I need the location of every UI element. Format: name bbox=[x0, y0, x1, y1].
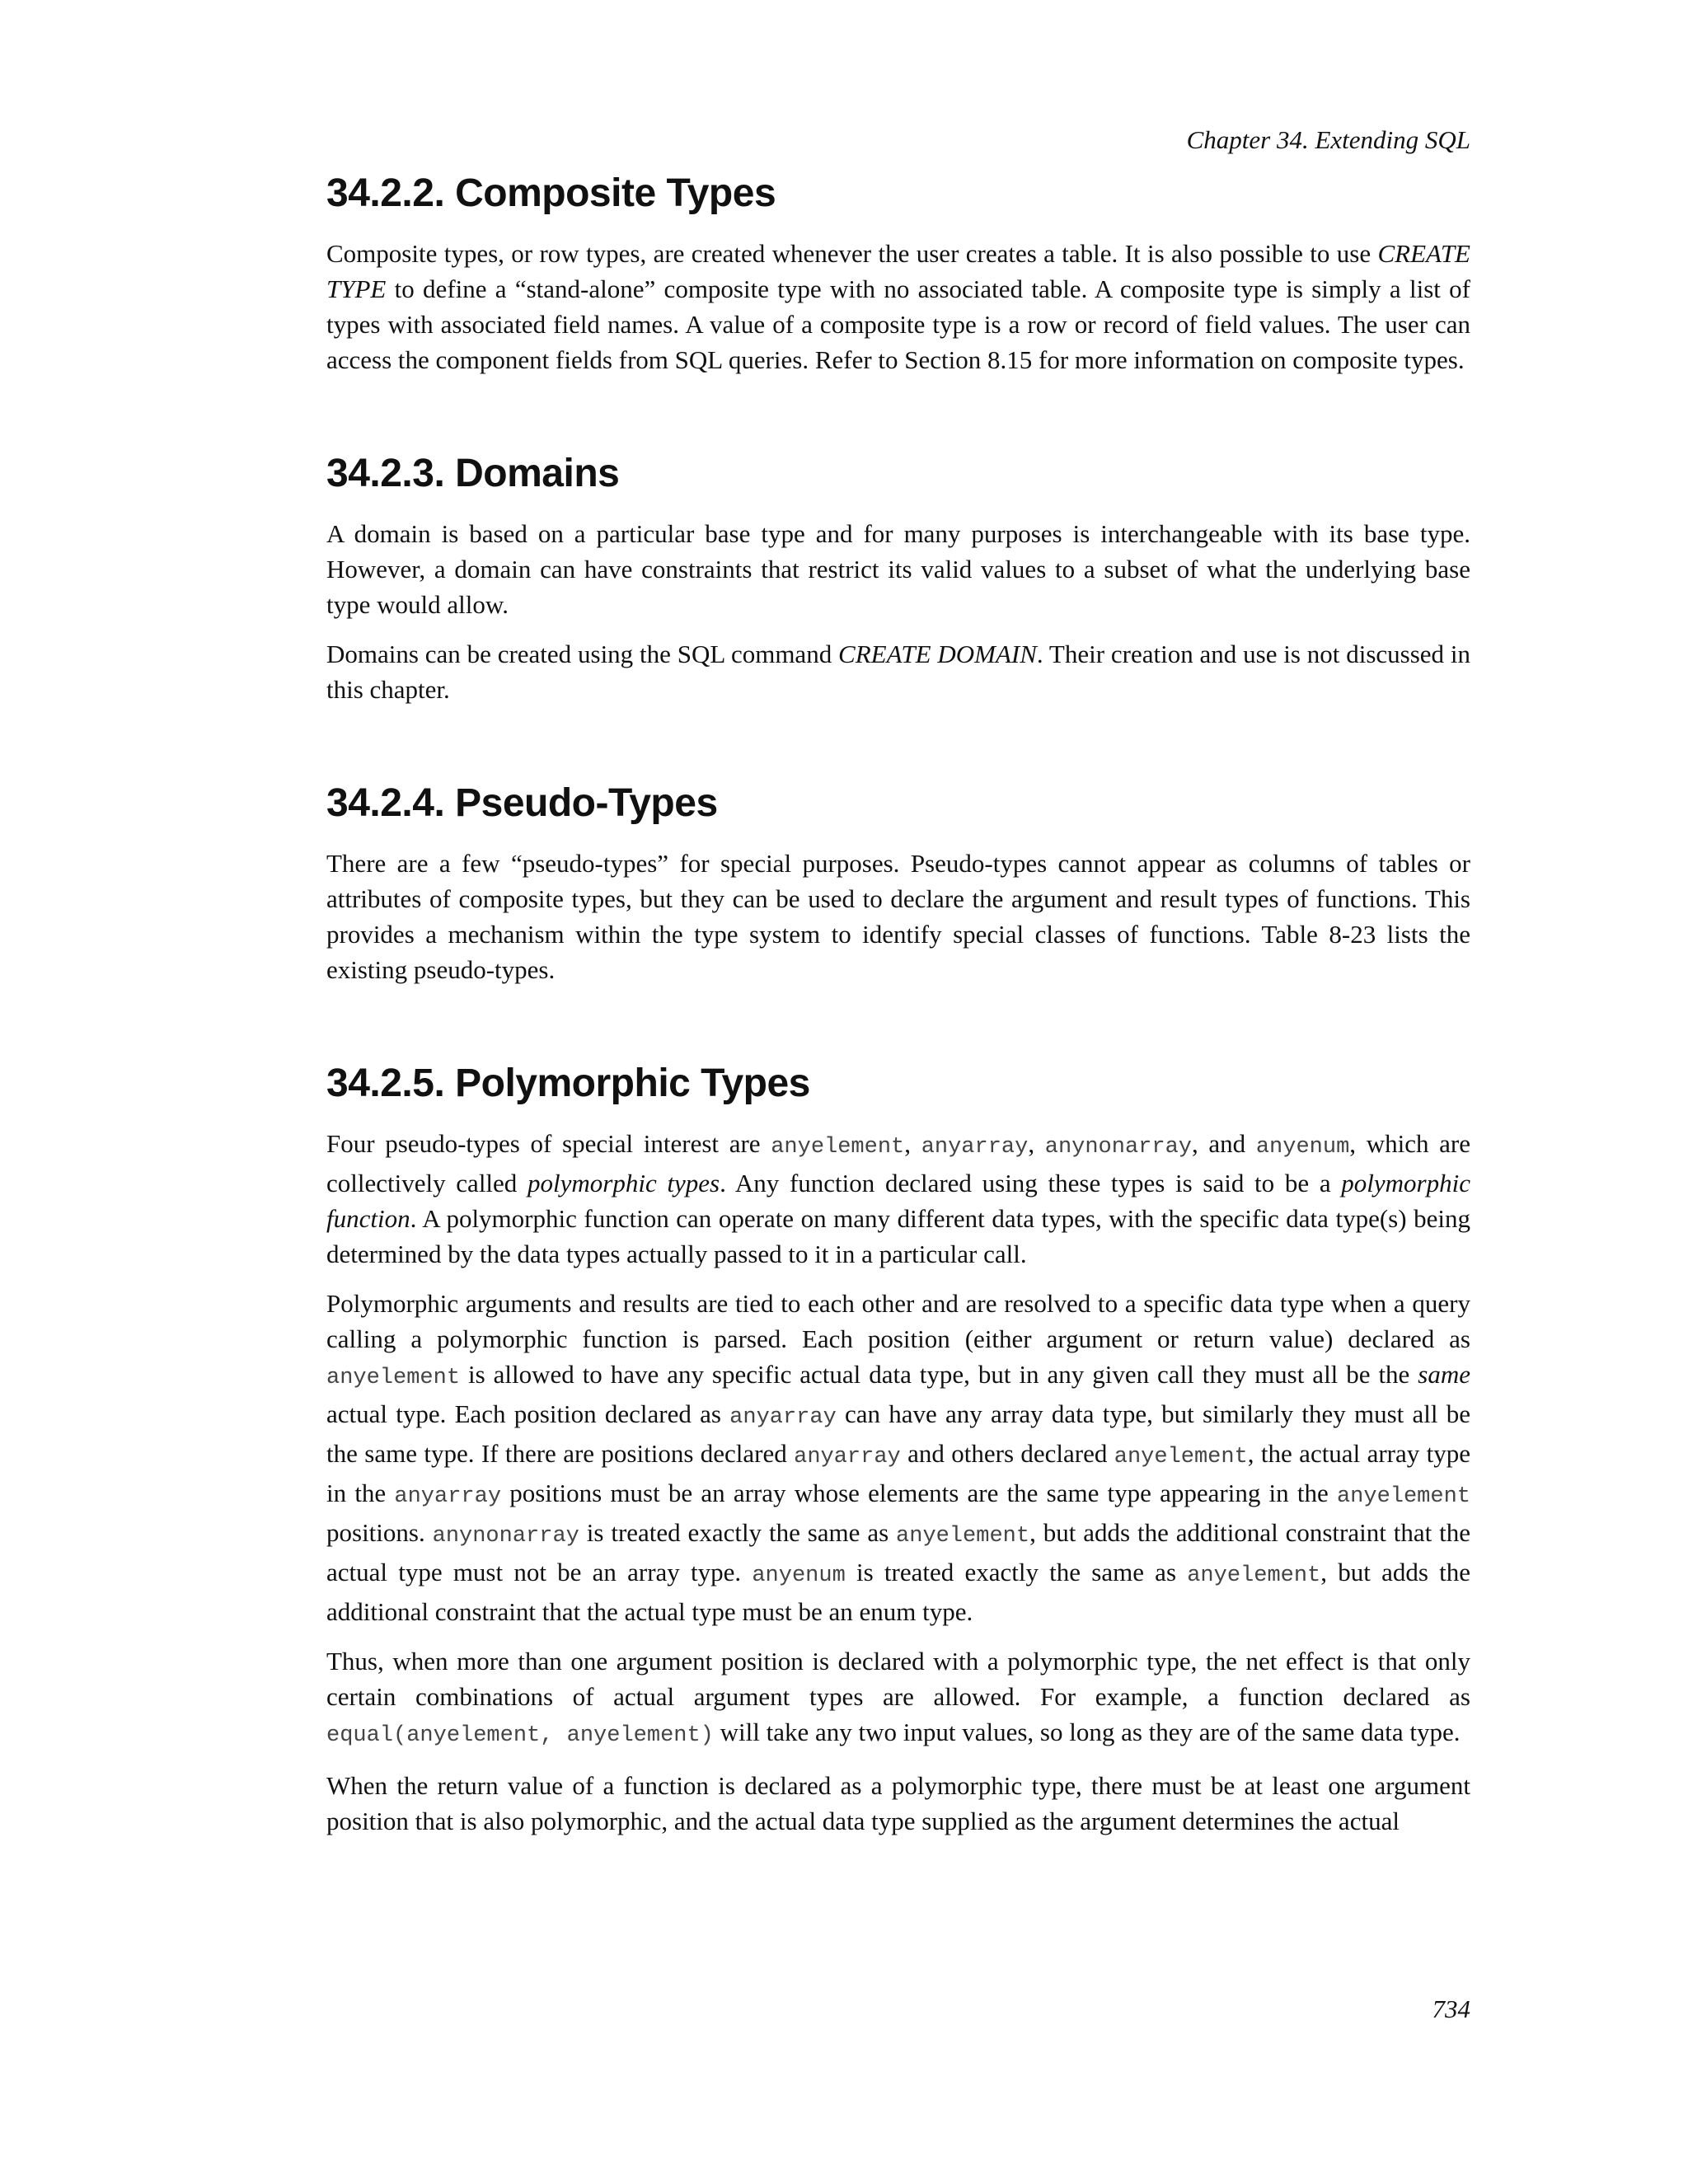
code-literal: anyelement bbox=[1187, 1563, 1321, 1588]
section-pseudo-types bbox=[326, 780, 1470, 987]
text-run: to define a “stand-alone” composite type with no associated table. A composite type is simply a list of types with associated field names. A value of a composite type is a row or record of field values. The user can access the component fields from SQL queries. Refer to Section 8.15 for more information on composite types. bbox=[326, 274, 1470, 374]
text-run: Composite types, or row types, are created whenever the user creates a table. It is also possible to use bbox=[326, 239, 1378, 268]
emphasis: polymorphic types bbox=[528, 1169, 720, 1197]
code-literal: anyarray bbox=[921, 1135, 1029, 1160]
paragraph bbox=[326, 636, 1470, 707]
document-page bbox=[326, 124, 1470, 1853]
section-title: 34.2.4. Pseudo-Types bbox=[326, 781, 718, 825]
text-run: , and bbox=[1191, 1129, 1256, 1158]
text-run: , which are collectively called bbox=[326, 1129, 1470, 1197]
text-run: . A polymorphic function can operate on many different data types, with the specific data type(s) being determined by the data types actually passed to it in a particular call. bbox=[326, 1204, 1470, 1268]
code-literal: anyarray bbox=[794, 1445, 901, 1469]
text-run: , the actual array type in the bbox=[326, 1439, 1470, 1507]
text-run: Domains can be created using the SQL command bbox=[326, 640, 839, 668]
section-title: 34.2.3. Domains bbox=[326, 452, 620, 495]
text-run: is allowed to have any specific actual data type, but in any given call they must all be the bbox=[460, 1360, 1418, 1389]
text-run: , but adds the additional constraint that the actual type must be an enum type. bbox=[326, 1558, 1470, 1626]
text-run: Polymorphic arguments and results are tied to each other and are resolved to a specific data type when a query calling a polymorphic function is parsed. Each position (either argument or return value) declared as bbox=[326, 1289, 1470, 1353]
paragraph bbox=[326, 1126, 1470, 1272]
text-run: , but adds the additional constraint that the actual type must not be an array type. bbox=[326, 1518, 1470, 1586]
emphasis: CREATE TYPE bbox=[326, 239, 1470, 303]
section-domains bbox=[326, 450, 1470, 707]
code-literal: anyelement bbox=[1336, 1484, 1470, 1509]
section-composite-types bbox=[326, 170, 1470, 377]
code-literal: anyarray bbox=[394, 1484, 502, 1509]
emphasis: polymorphic function bbox=[326, 1169, 1470, 1233]
page-number: 734 bbox=[1432, 1994, 1470, 2023]
text-run: Four pseudo-types of special interest are bbox=[326, 1129, 771, 1158]
paragraph: There are a few “pseudo-types” for special purposes. Pseudo-types cannot appear as columns of tables or attributes of composite types, but they can be used to declare the argument and result types of functions. This provides a mechanism within the type system to identify special classes of functions. Table 8-23 lists the existing pseudo-types. bbox=[326, 849, 1470, 984]
paragraph bbox=[326, 236, 1470, 377]
section-title: 34.2.2. Composite Types bbox=[326, 171, 776, 215]
text-run: , bbox=[904, 1129, 921, 1158]
emphasis: CREATE DOMAIN bbox=[838, 640, 1037, 668]
code-literal: anyelement bbox=[326, 1366, 461, 1390]
code-literal: equal(anyelement, anyelement) bbox=[326, 1723, 714, 1748]
paragraph bbox=[326, 1286, 1470, 1629]
paragraph bbox=[326, 1643, 1470, 1754]
text-run: and others declared bbox=[900, 1439, 1114, 1468]
section-polymorphic-types bbox=[326, 1060, 1470, 1839]
text-run: will take any two input values, so long as they are of the same data type. bbox=[713, 1718, 1461, 1746]
running-header: Chapter 34. Extending SQL bbox=[1186, 125, 1470, 154]
text-run: . Their creation and use is not discussed in this chapter. bbox=[326, 640, 1470, 704]
text-run: Thus, when more than one argument position is declared with a polymorphic type, the net effect is that only certain combinations of actual argument types are allowed. For example, a function declared as bbox=[326, 1647, 1470, 1711]
code-literal: anyelement bbox=[1114, 1445, 1248, 1469]
code-literal: anyelement bbox=[771, 1135, 905, 1160]
text-run: is treated exactly the same as bbox=[845, 1558, 1188, 1586]
text-run: . Any function declared using these types is said to be a bbox=[720, 1169, 1342, 1197]
text-run: actual type. Each position declared as bbox=[326, 1399, 730, 1428]
text-run: can have any array data type, but similarly they must all be the same type. If there are positions declared bbox=[326, 1399, 1471, 1468]
text-run: positions. bbox=[326, 1518, 433, 1547]
text-run: is treated exactly the same as bbox=[579, 1518, 897, 1547]
emphasis: same bbox=[1418, 1360, 1470, 1389]
code-literal: anyenum bbox=[752, 1563, 846, 1588]
paragraph: A domain is based on a particular base type and for many purposes is interchangeable with its base type. However, a domain can have constraints that restrict its valid values to a subset of what the underlying base type would allow. bbox=[326, 519, 1470, 619]
paragraph: When the return value of a function is declared as a polymorphic type, there must be at least one argument position that is also polymorphic, and the actual data type supplied as the argument determines the actual bbox=[326, 1771, 1470, 1835]
code-literal: anyenum bbox=[1255, 1135, 1350, 1160]
section-title: 34.2.5. Polymorphic Types bbox=[326, 1062, 810, 1105]
text-run: positions must be an array whose elements are the same type appearing in the bbox=[501, 1479, 1337, 1507]
code-literal: anynonarray bbox=[432, 1524, 579, 1549]
code-literal: anynonarray bbox=[1044, 1135, 1192, 1160]
text-run: , bbox=[1028, 1129, 1045, 1158]
code-literal: anyelement bbox=[896, 1524, 1030, 1549]
code-literal: anyarray bbox=[729, 1405, 837, 1430]
